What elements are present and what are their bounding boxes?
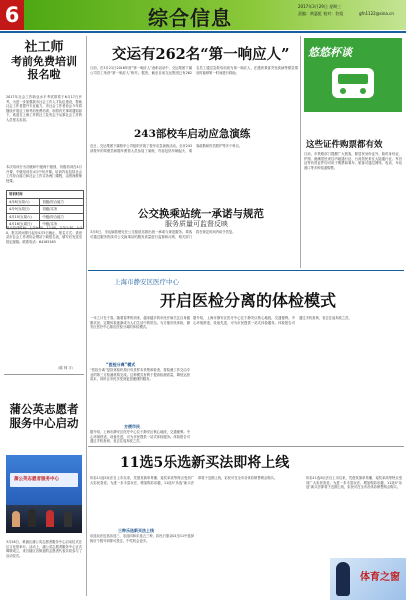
- col1-body2: 本次培训分为初级和中级两个级别，初级培训在4月开课，中级培训在4月中旬开课。培训内容包括社会工作综合能力和社会工作实务两门课程，由资深教师授课。: [6, 165, 82, 183]
- article-body-first-responder: 日前，在3月21日2016年度“第一响应人”表彰活动中，交运集团下属公司员工荣获“第一响应人”称号。据悉，截至目前交运集团已有262名员工通过急救培训成为第一响应人，在遇到乘客突发疾病等紧急情况时能够第一时间进行救助。: [90, 66, 298, 75]
- table-cell: 中级/实务: [42, 222, 58, 226]
- editor-line: 责编：黄瑟虹 校对：伯姐: [298, 11, 344, 16]
- ad-title: 这些证件购票都有效: [306, 140, 383, 150]
- photo-banner-text: 蒲公英志愿者服务中心: [14, 477, 59, 482]
- lower-rule: [88, 446, 404, 447]
- col1-author: （陈 帅 宇）: [56, 366, 76, 370]
- date-line: 2017年3月29日 星期三: [298, 4, 342, 9]
- vertical-divider-left: [86, 36, 87, 596]
- header-rule: [0, 31, 406, 33]
- article-body-school-bus: 近日，交运集团下属校车公司组织开展了校车应急演练活动。全市243部校车的驾驶员和随车照管人员参加了演练，内容包括车辆起火、乘客疏散和伤员救护等多个科目。: [90, 144, 243, 153]
- medical-subhead2: 方便市民: [124, 424, 140, 429]
- article-subtitle-bus-transfer: 服务质量可监督反映: [165, 220, 228, 228]
- ad-body: 日前，市铁路部门提醒广大旅客，除居民身份证外，临时身份证、护照、港澳居民来往内地通行证、台湾居民来往大陆通行证、军官证等有效证件均可用于购票和乘车。旅客可通过网络、电话、车站窗口等多种渠道购票。: [304, 152, 402, 170]
- lottery-body-right: 体彩11选5玩法自上市以来，凭借其简单易懂、返奖率高等特点受到广大彩民喜爱。为进一步丰富玩法，增加购彩乐趣，11选5“乐选”新买法即将于近期上线，彩民可在全市各体彩销售网点购买。: [306, 476, 402, 490]
- table-cell: 4月15日(周六): [7, 214, 40, 221]
- col1-divider: [4, 374, 84, 375]
- medical-body2: “医检分离”是指体检机构只负责样本采集和检查，将检测工作交由专业的第三方检测机构完成。这种模式有利于提高检测质量，降低运营成本，同时让市民享受到更加便捷的服务。: [90, 368, 190, 382]
- sports-corner-title: 体育之窗: [360, 572, 400, 583]
- volunteer-photo: [6, 455, 82, 533]
- medical-subhead1: “医检分离”模式: [106, 362, 136, 367]
- medical-body3: 据介绍，上海市静安区医疗中心位于静安区核心地段，交通便利。中心环境舒适，设备先进，可为市民提供一站式体检服务。体检报告可通过手机查询，省去往返奔波之苦。: [90, 430, 190, 444]
- table-row: [7, 199, 83, 207]
- article-body-bus-transfer: 3月8日，市运输管理处在公交枢纽站推出统一承诺与规范服务。乘客可通过服务热线对公交换乘站的服务质量进行监督和反映，相关部门将在规定时间内给予答复。: [90, 230, 236, 239]
- vertical-divider-right: [300, 36, 301, 268]
- table-cell: 4月9日(周日): [7, 206, 40, 213]
- col1b-title-line1: 蒲公英志愿者: [9, 402, 79, 416]
- article-title-first-responder: 交运有262名“第一响应人”: [112, 46, 290, 63]
- col1-body3: 每天培训时间：上午9:00—12:00，下午1:30—4:30。报名时间即日起至4月5日截止，报名方式：请登录市社会工作者协会网站下载报名表，填写后发送至指定邮箱。联系电话：64165163: [6, 226, 82, 244]
- table-cell: 初级/综合能力: [42, 199, 64, 204]
- medical-body1: 一年之计在于春。随着春季的到来，越来越多的市民开始关注自身健康状况，定期体检逐渐成为人们生活中的常态。为方便市民体检，静安区医疗中心推出医检分离的体检模式。: [90, 316, 190, 330]
- medical-title: 开启医检分离的体检模式: [160, 291, 337, 310]
- ad-slogan: 悠悠杯谈: [308, 46, 352, 59]
- mid-rule: [88, 270, 404, 271]
- col1-title-line3: 报名啦: [27, 68, 61, 81]
- col1-title-line2: 考前免费培训: [11, 55, 77, 68]
- sports-corner: [330, 558, 406, 600]
- page-number-badge: 6: [0, 0, 24, 30]
- table-row: [7, 214, 83, 222]
- table-cell: 4月8日(周六): [7, 199, 40, 206]
- lottery-body: 体彩11选5玩法自上市以来，凭借其简单易懂、返奖率高等特点受到广大彩民喜爱。为进一步丰富玩法，增加购彩乐趣，11选5“乐选”新买法即将于近期上线，彩民可在全市各体彩销售网点购买。: [90, 476, 278, 485]
- col1-title-line1: 社工师: [24, 40, 64, 55]
- section-title: 综合信息: [148, 6, 232, 30]
- table-cell: 4月16日(周日): [7, 221, 40, 228]
- medical-kicker: 上海市静安区医疗中心: [114, 278, 179, 286]
- col1-body1: 2017年社会工作职业水平考试即将于6月17日开考。为进一步加强我市社会工作人才队伍建设，帮助社会工作者提升专业能力，市社会工作者协会今年将继续开展社工师考前免费培训，现将有关事项通知如下。欢迎在上海工作的社工及有志于从事社会工作的人员报名参加。: [6, 95, 82, 122]
- train-icon: [332, 68, 374, 98]
- training-table-title: 培训时间: [7, 191, 83, 199]
- lottery-body2: 乐选玩法包括乐选三、乐选四和乐选五三种，彩民只需从01至11中选择相应个数号码即可投注，中奖机会更多。: [90, 534, 194, 543]
- col1b-title-line2: 服务中心启动: [9, 416, 79, 430]
- medical-body-cont: 据介绍，上海市静安区医疗中心位于静安区核心地段，交通便利。中心环境舒适，设备先进，可为市民提供一站式体检服务。体检报告可通过手机查询，省去往返奔波之苦。: [193, 316, 352, 325]
- table-cell: 初级/实务: [42, 207, 58, 211]
- ad-logo-box: [304, 38, 402, 112]
- lottery-subhead: 三种乐选新买法上线: [118, 528, 154, 533]
- table-row: [7, 206, 83, 214]
- lottery-title: 11选5乐选新买法即将上线: [120, 455, 290, 471]
- article-title-school-bus: 243部校车启动应急演练: [134, 128, 251, 140]
- col1b-title: [6, 402, 82, 430]
- article-title-bus-transfer: 公交换乘站统一承诺与规范: [138, 208, 264, 220]
- table-cell: 中级/综合能力: [42, 214, 64, 219]
- training-table: [6, 190, 84, 229]
- col1-title: [6, 40, 82, 81]
- email-line: gfn1122@sina.cn: [359, 11, 394, 16]
- col1b-body: 3月26日，黄浦区蒲公英志愿者服务中心启动仪式在区文化馆举行。活动上，蒲公英志愿者服务中心正式揭牌成立，来自辖区各街道的志愿者代表共同参与了启动仪式。: [6, 540, 82, 558]
- athlete-silhouette-icon: [336, 562, 350, 596]
